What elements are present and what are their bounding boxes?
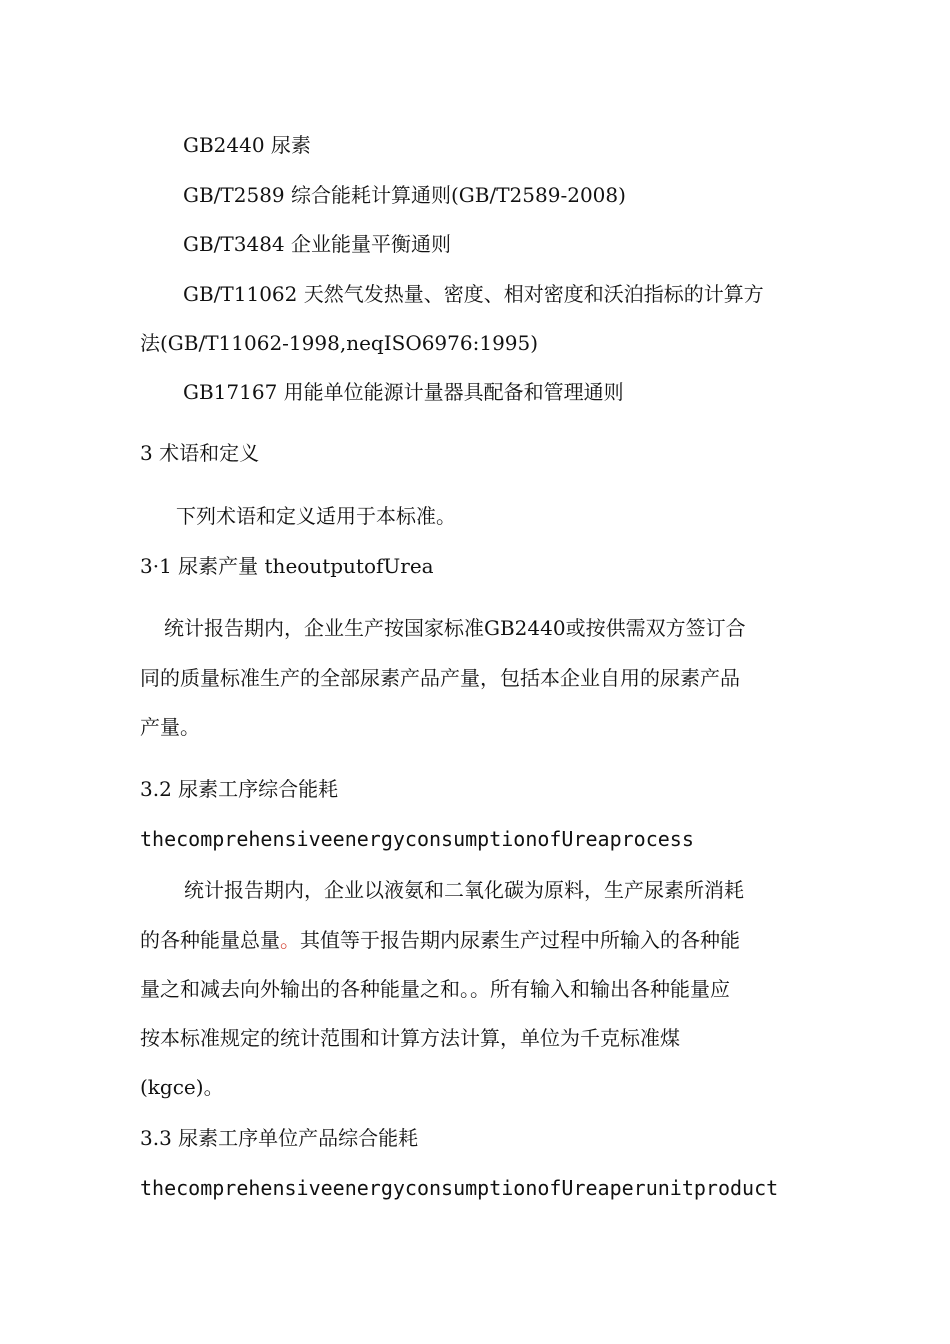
term-3-3-english: thecomprehensiveenergyconsumptionofUreaperunitproduct [140,1176,779,1200]
section-intro: 下列术语和定义适用于本标准。 [176,504,456,528]
term-3-2-definition-line: 量之和减去向外输出的各种能量之和。。所有输入和输出各种能量应 [140,977,730,1001]
term-3-2-definition-line [140,926,740,954]
reference-gbt11062-continued: 法(GB/T11062-1998,neqISO6976:1995) [140,331,539,355]
term-3-1-definition-line: 统计报告期内，企业生产按国家标准GB2440或按供需双方签订合 [164,616,746,640]
term-3-1-heading: 3·1 尿素产量 theoutputofUrea [140,554,434,578]
section-heading-terms: 3 术语和定义 [140,441,260,465]
term-3-2-heading: 3.2 尿素工序综合能耗 [140,777,339,801]
reference-gbt11062: GB/T11062 天然气发热量、密度、相对密度和沃泊指标的计算方 [183,282,764,306]
text-run: 的各种能量总量 [140,928,280,952]
text-run: 其值等于报告期内尿素生产过程中所输入的各种能 [300,928,740,952]
reference-gb17167: GB17167 用能单位能源计量器具配备和管理通则 [183,380,624,404]
term-3-3-heading: 3.3 尿素工序单位产品综合能耗 [140,1126,419,1150]
reference-gbt3484: GB/T3484 企业能量平衡通则 [183,232,452,256]
term-3-1-definition-line: 同的质量标准生产的全部尿素产品产量，包括本企业自用的尿素产品 [140,666,740,690]
reference-gb2440: GB2440 尿素 [183,133,311,157]
term-3-2-definition-line: 按本标准规定的统计范围和计算方法计算，单位为千克标准煤 [140,1026,680,1050]
term-3-2-definition-line: (kgce)。 [140,1075,224,1099]
red-period-mark: 。 [280,928,300,952]
term-3-2-definition-line: 统计报告期内，企业以液氨和二氧化碳为原料，生产尿素所消耗 [184,878,744,902]
term-3-2-english: thecomprehensiveenergyconsumptionofUreaprocess [140,827,694,851]
term-3-1-definition-line: 产量。 [140,715,200,739]
reference-gbt2589: GB/T2589 综合能耗计算通则(GB/T2589-2008) [183,183,626,207]
